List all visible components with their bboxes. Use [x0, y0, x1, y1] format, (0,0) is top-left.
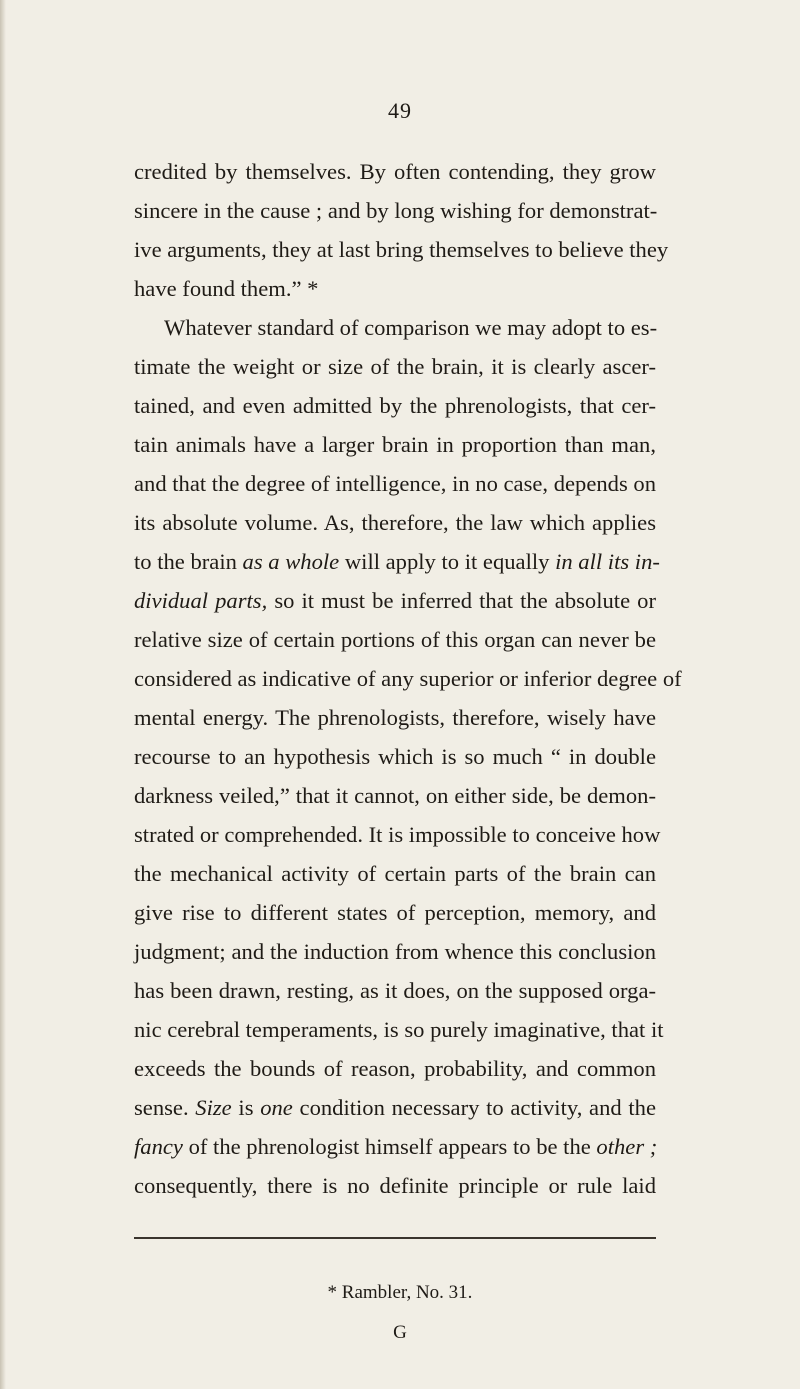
text-line: the mechanical activity of certain parts of the brain can: [134, 861, 656, 886]
text-line: ive arguments, they at last bring themselves to believe they: [134, 237, 669, 262]
text-line: recourse to an hypothesis which is so much “ in double: [134, 744, 656, 769]
footnote: * Rambler, No. 31.: [327, 1282, 473, 1303]
text-line: considered as indicative of any superior or inferior degree of: [134, 666, 682, 691]
text-line: timate the weight or size of the brain, it is clearly ascer-: [134, 354, 656, 379]
text-line: relative size of certain portions of this organ can never be: [134, 627, 656, 652]
text-line: consequently, there is no definite principle or rule laid: [134, 1173, 656, 1198]
text-line: exceeds the bounds of reason, probability, and common: [134, 1056, 656, 1081]
text-line: mental energy. The phrenologists, therefore, wisely have: [134, 705, 656, 730]
text-line: dividual parts, so it must be inferred that the absolute or: [134, 588, 657, 613]
text-line: to the brain as a whole will apply to it equally in all its in-: [134, 549, 660, 574]
text-line: and that the degree of intelligence, in no case, depends on: [134, 471, 656, 496]
text-line: sincere in the cause ; and by long wishing for demonstrat-: [134, 198, 658, 223]
paragraph-first-line: Whatever standard of comparison we may adopt to es-: [164, 315, 658, 340]
text-line: its absolute volume. As, therefore, the law which applies: [134, 510, 656, 535]
footnote-rule: [134, 1237, 656, 1239]
page-number: 49: [388, 98, 412, 123]
text-line: credited by themselves. By often contending, they grow: [134, 159, 656, 184]
text-line: has been drawn, resting, as it does, on the supposed orga-: [134, 978, 656, 1003]
text-line: tain animals have a larger brain in proportion than man,: [134, 432, 656, 457]
text-line: give rise to different states of perception, memory, and: [134, 900, 656, 925]
page-binding-shadow: [0, 0, 6, 1389]
text-line: strated or comprehended. It is impossible to conceive how: [134, 822, 661, 847]
text-line: have found them.” *: [134, 276, 319, 301]
text-line: judgment; and the induction from whence this conclusion: [134, 939, 656, 964]
text-line: tained, and even admitted by the phrenologists, that cer-: [134, 393, 656, 418]
text-line: nic cerebral temperaments, is so purely imaginative, that it: [134, 1017, 664, 1042]
text-line: sense. Size is one condition necessary to activity, and the: [134, 1095, 656, 1120]
text-line: fancy of the phrenologist himself appears to be the other ;: [134, 1134, 658, 1159]
signature-mark: G: [393, 1322, 407, 1343]
text-line: darkness veiled,” that it cannot, on either side, be demon-: [134, 783, 656, 808]
